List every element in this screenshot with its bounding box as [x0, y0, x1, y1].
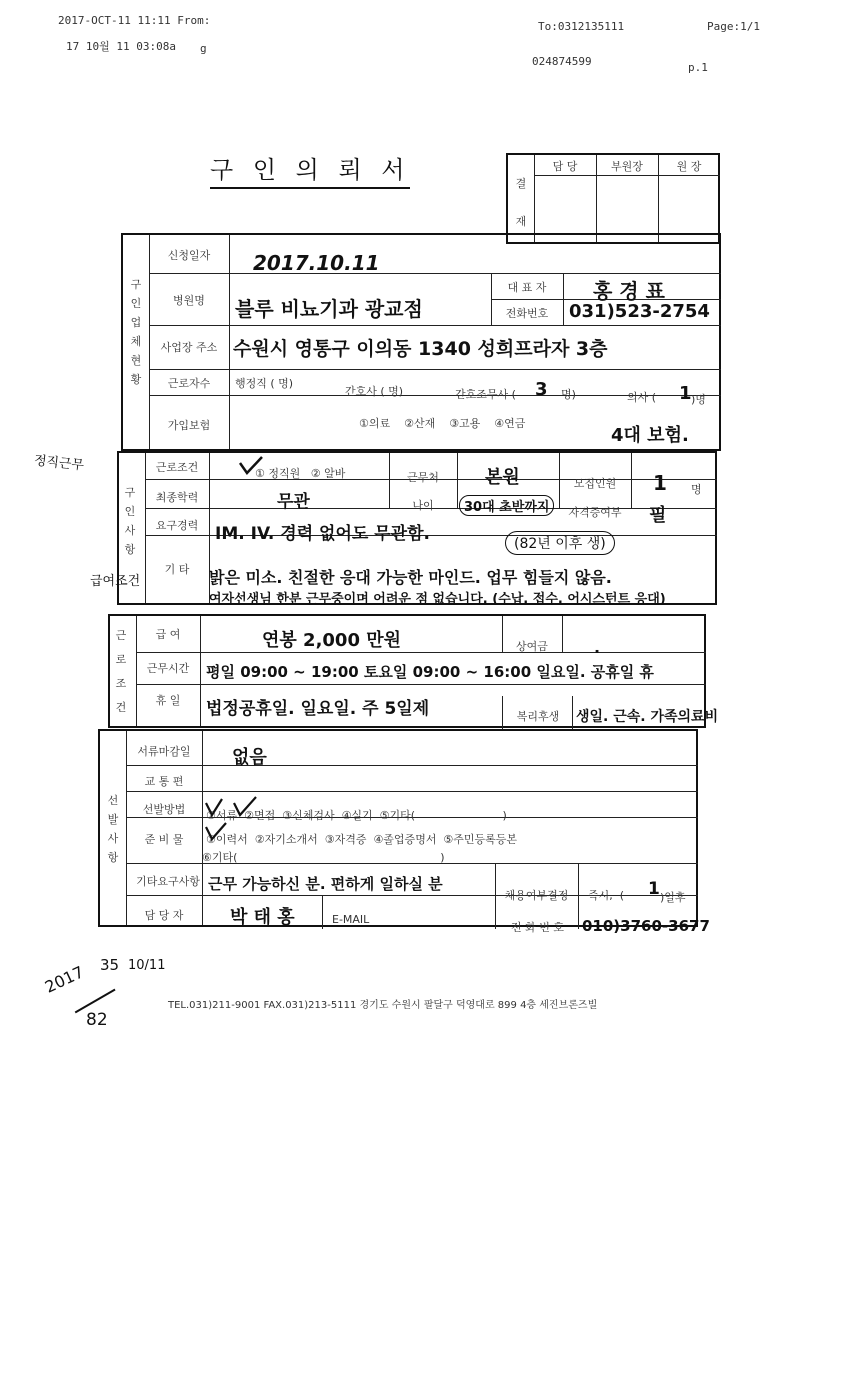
date-label: 신청일자 [167, 249, 211, 262]
fax-line2: 17 10월 11 03:08a [66, 40, 176, 53]
other-label: 기 타 [164, 563, 190, 576]
workers-doctor-count: 1 [679, 383, 692, 404]
welfare-label: 복리후생 [516, 710, 560, 723]
insurance-value: 4대 보험. [611, 425, 689, 446]
holiday-value: 법정공휴일. 일요일. 주 5일제 [206, 699, 430, 719]
section-selection-side: 선발사항 [107, 794, 119, 864]
hire-value-post: )일후 [660, 891, 686, 904]
contact-phone-value: 010)3760-3677 [582, 917, 710, 935]
career-note: (82년 이후 생) [505, 531, 615, 555]
checkmark-icon [237, 455, 265, 477]
age-label: 나이 [412, 499, 434, 512]
fax-header-page: Page:1/1 [707, 20, 760, 33]
section-company-side: 구인업체현황 [130, 278, 142, 386]
footer-note-bottom: 82 [86, 1010, 108, 1030]
workers-aide-unit: 명) [561, 388, 576, 401]
contact-value: 박 태 홍 [230, 907, 295, 928]
location-label: 근무처 [407, 471, 439, 484]
welfare-value: 생일. 근속. 가족의료비 [576, 709, 719, 725]
docs-checkmark-icon [204, 821, 230, 843]
footer-note-year: 2017 [41, 962, 87, 997]
pay-value: 연봉 2,000 만원 [262, 630, 402, 651]
contact-label: 담 당 자 [144, 909, 184, 922]
margin-note-2: 급여조건 [90, 574, 141, 589]
date-value: 2017.10.11 [253, 251, 380, 275]
address-label: 사업장 주소 [160, 341, 218, 354]
hire-label: 채용여부결정 [504, 889, 569, 902]
career-value: IM. IV. 경력 없어도 무관함. [215, 524, 430, 544]
fax-header-left: 2017-OCT-11 11:11 From: [58, 14, 211, 27]
section-conditions [108, 614, 719, 728]
section-conditions-side: 근로조건 [115, 629, 127, 714]
form-title: 구 인 의 뢰 서 [210, 150, 410, 189]
workers-admin: 행정직 ( 명) [235, 377, 294, 390]
headcount-value: 1 [653, 471, 667, 495]
section-job [117, 451, 717, 605]
deadline-value: 없음 [232, 747, 267, 768]
holiday-label: 휴 일 [155, 694, 181, 707]
education-label: 최종학력 [155, 491, 199, 504]
approval-col-1: 담 당 [552, 160, 578, 173]
workers-label: 근로자수 [167, 377, 211, 390]
fax-line2-g: g [200, 42, 207, 55]
docs-label: 준 비 물 [144, 833, 184, 846]
email-label: E-MAIL [332, 913, 370, 926]
education-value: 무관 [277, 492, 310, 512]
phone-label: 전화번호 [505, 307, 549, 320]
license-label: 자격증여부 [568, 506, 622, 519]
docs-options: ①이력서 ②자기소개서 ③자격증 ④졸업증명서 ⑤주민등록등본 [206, 833, 518, 846]
extra-label: 기타요구사항 [136, 875, 200, 888]
location-value: 본원 [485, 467, 520, 488]
footer-address: TEL.031)211-9001 FAX.031)213-5111 경기도 수원시 팔달구 덕영대로 899 4층 세진브론즈빌 [168, 1000, 598, 1011]
age-value: 30대 초반까지 [459, 495, 554, 516]
approval-side-label: 결 재 [515, 177, 527, 228]
contact-phone-label: 전 화 번 호 [511, 921, 564, 934]
headcount-label: 모집인원 [573, 477, 617, 490]
bonus-label: 상여금 [516, 640, 548, 653]
insurance-options: ①의료 ②산재 ③고용 ④연금 [359, 417, 526, 430]
other-value-2: 여자선생님 한분 근무중이며 어려운 점 없습니다. (수납. 접수. 어시스턴트 응대) [209, 592, 666, 607]
bonus-value: . [594, 638, 601, 657]
fax-number: 024874599 [532, 55, 592, 68]
deadline-label: 서류마감일 [137, 745, 191, 758]
approval-col-3: 원 장 [676, 160, 702, 173]
insurance-label: 가입보험 [167, 419, 211, 432]
hospital-label: 병원명 [173, 294, 205, 307]
condition-label: 근로조건 [155, 461, 199, 474]
section-job-side: 구인사항 [124, 486, 136, 556]
hours-label: 근무시간 [146, 662, 190, 675]
approval-col-2: 부원장 [611, 160, 643, 173]
career-label: 요구경력 [155, 519, 199, 532]
rep-value: 홍 경 표 [593, 279, 665, 303]
method-options: ①서류 ②면접 ③신체검사 ④실기 ⑤기타( ) [206, 809, 507, 822]
footer-note-date: 10/11 [128, 958, 166, 973]
workers-doctor-unit: )명 [691, 393, 706, 406]
headcount-unit: 명 [691, 483, 702, 496]
hire-value-num: 1 [648, 879, 660, 899]
method-checkmarks-icon [204, 795, 260, 819]
phone-value: 031)523-2754 [569, 301, 710, 322]
extra-value: 근무 가능하신 분. 편하게 일하실 분 [208, 875, 443, 893]
fax-header-to: To:0312135111 [538, 20, 625, 33]
workers-aide: 간호조무사 ( [455, 388, 516, 401]
workers-aide-count: 3 [535, 379, 548, 400]
hire-value-pre: 즉시, ( [588, 889, 625, 902]
address-value: 수원시 영통구 이의동 1340 성희프라자 3층 [233, 338, 608, 360]
docs-other: ⑥기타( ) [202, 851, 445, 864]
approval-box [506, 153, 720, 244]
section-selection [98, 729, 710, 935]
fax-page: p.1 [688, 61, 708, 74]
transport-label: 교 통 편 [144, 775, 184, 788]
workers-doctor: 의사 ( [627, 391, 657, 404]
hospital-value: 블루 비뇨기과 광교점 [235, 297, 423, 321]
other-value-1: 밝은 미소. 친절한 응대 가능한 마인드. 업무 힘들지 않음. [209, 568, 612, 587]
section-company [121, 233, 721, 451]
workers-nurse: 간호사 ( 명) [345, 385, 404, 398]
footer-note-mid: 35 [100, 956, 120, 974]
hours-value: 평일 09:00 ~ 19:00 토요일 09:00 ~ 16:00 일요일. 공휴일 휴 [206, 663, 654, 681]
license-value: 필 [649, 505, 667, 526]
condition-options: ① 정직원 ② 알바 [255, 467, 346, 480]
pay-label: 급 여 [155, 628, 181, 641]
margin-note-1: 정직근무 [33, 453, 85, 474]
rep-label: 대 표 자 [507, 281, 547, 294]
method-label: 선발방법 [142, 803, 186, 816]
